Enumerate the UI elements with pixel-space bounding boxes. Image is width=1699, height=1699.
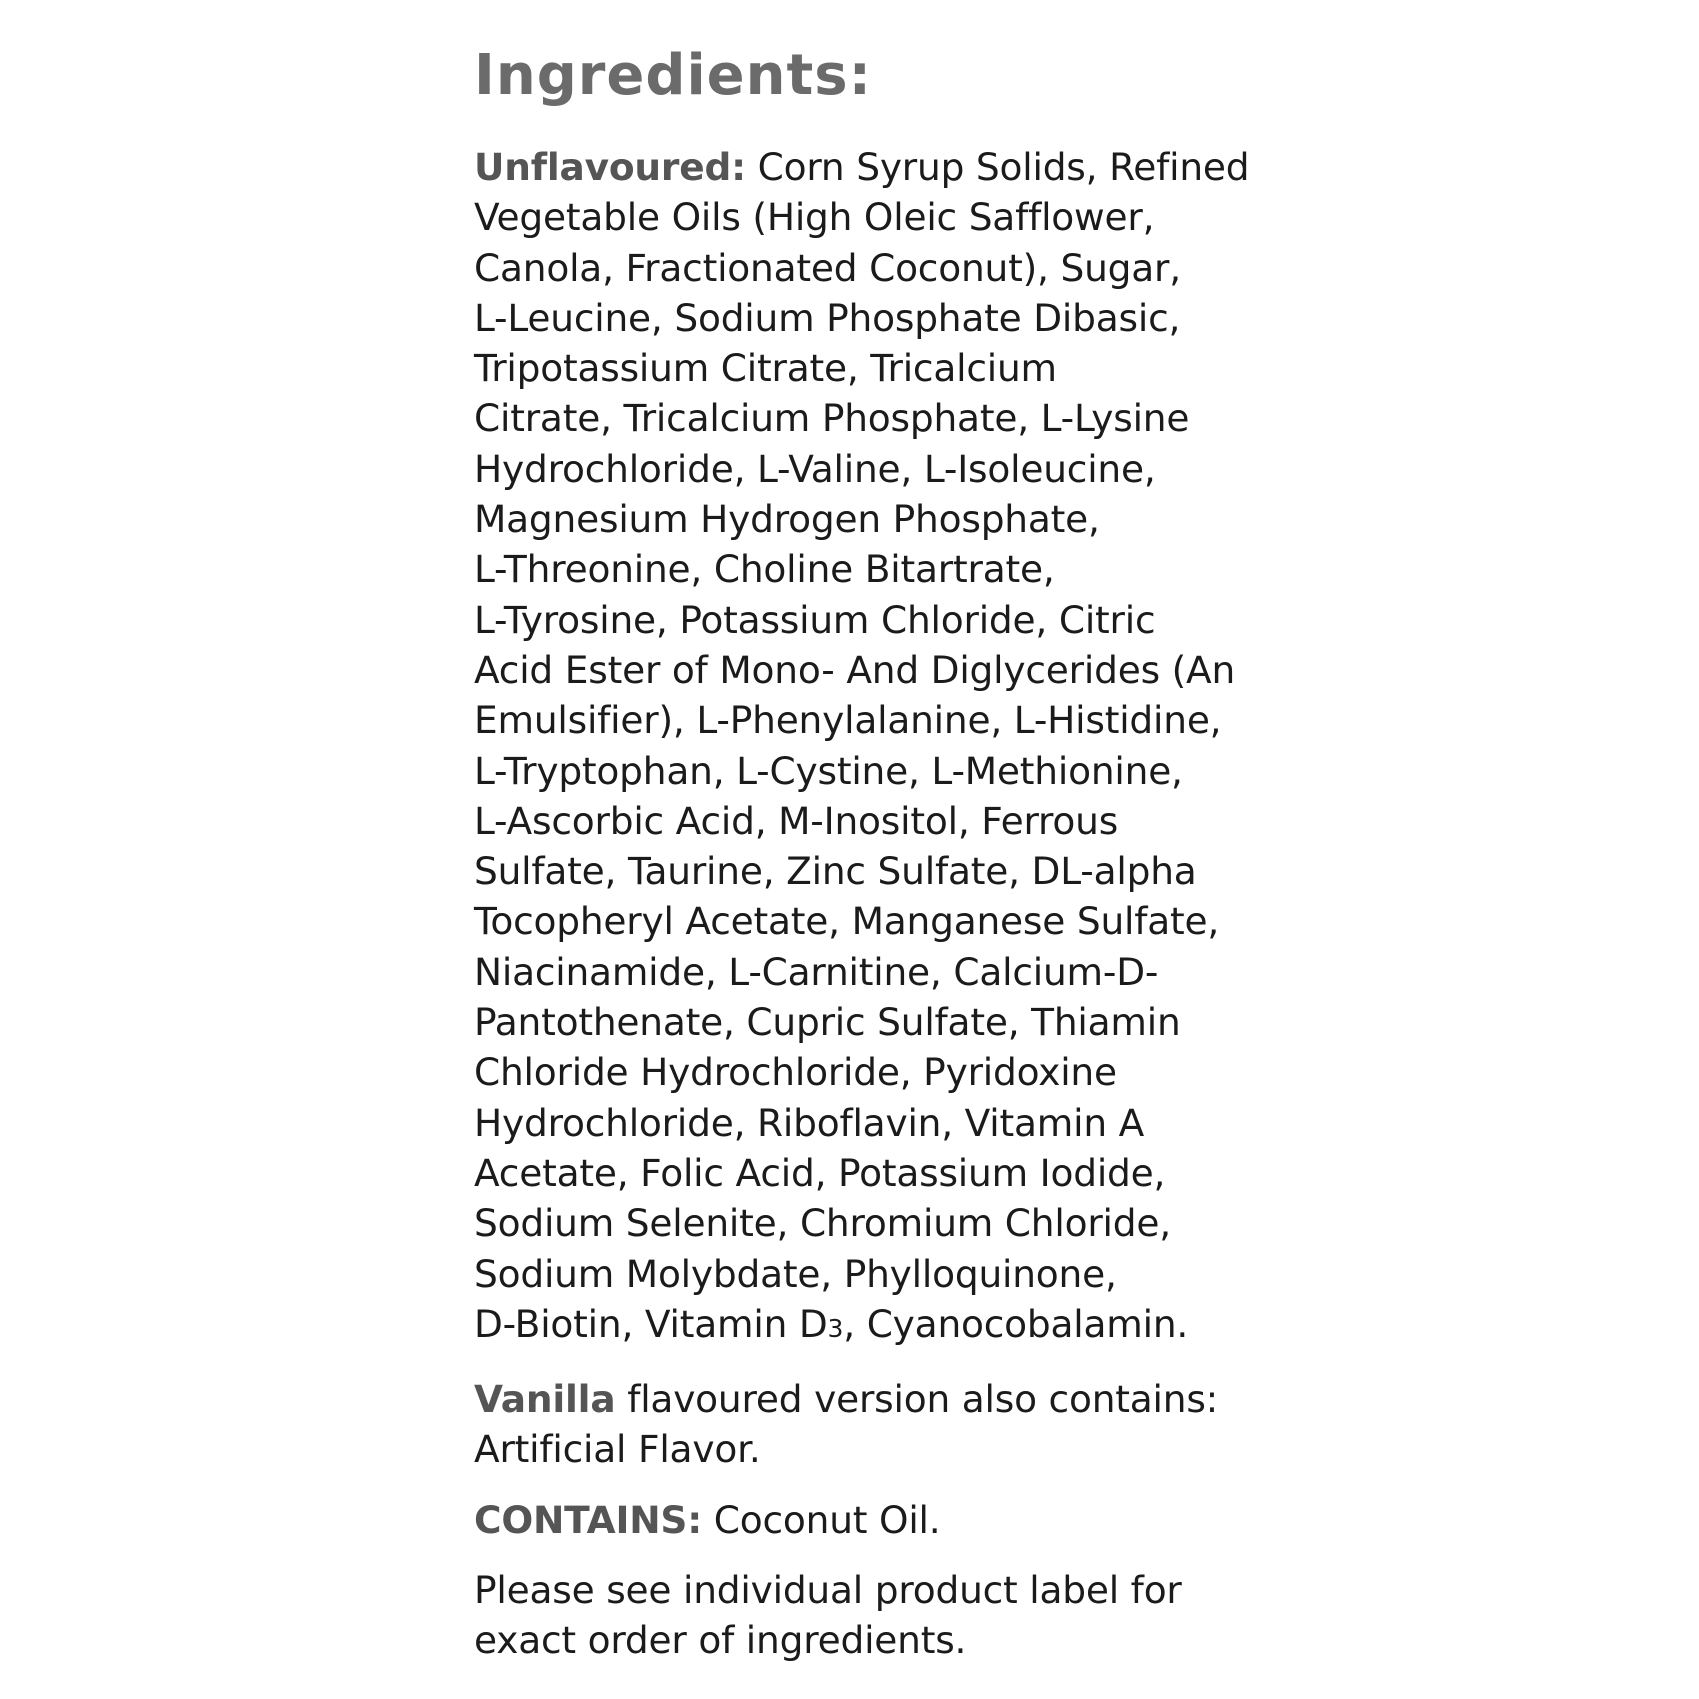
note-line: exact order of ingredients.: [474, 1618, 967, 1663]
ingredients-heading: Ingredients:: [474, 43, 873, 108]
ingredient-line: Hydrochloride, L-Valine, L-Isoleucine,: [474, 446, 1156, 491]
ingredient-line: Canola, Fractionated Coconut), Sugar,: [474, 245, 1181, 290]
contains-line: [474, 1495, 1274, 1545]
ingredient-line: Sodium Molybdate, Phylloquinone,: [474, 1251, 1117, 1296]
ingredient-line: L-Ascorbic Acid, M-Inositol, Ferrous: [474, 798, 1119, 843]
ingredient-line: Tocopheryl Acetate, Manganese Sulfate,: [474, 899, 1220, 944]
ingredient-line: Citrate, Tricalcium Phosphate, L-Lysine: [474, 396, 1190, 441]
ingredient-line: L-Leucine, Sodium Phosphate Dibasic,: [474, 295, 1181, 340]
note-line: Please see individual product label for: [474, 1568, 1182, 1613]
unflavoured-label: Unflavoured:: [474, 145, 746, 189]
ingredient-line: Hydrochloride, Riboflavin, Vitamin A: [474, 1100, 1145, 1145]
contains-note: [474, 1495, 1274, 1545]
ingredient-line-last: [474, 1299, 1274, 1354]
ingredient-line: Magnesium Hydrogen Phosphate,: [474, 497, 1100, 542]
label-note: [474, 1565, 1274, 1666]
ingredient-line: Acid Ester of Mono- And Diglycerides (An: [474, 647, 1236, 692]
ingredient-line: L-Threonine, Choline Bitartrate,: [474, 547, 1055, 592]
vanilla-text: flavoured version also contains:: [627, 1377, 1219, 1422]
vanilla-label: Vanilla: [474, 1377, 616, 1422]
unflavoured-line-1: [474, 142, 1274, 192]
vanilla-note: [474, 1374, 1274, 1475]
vanilla-line: Artificial Flavor.: [474, 1427, 761, 1472]
ingredient-line: Sodium Selenite, Chromium Chloride,: [474, 1201, 1171, 1246]
ingredient-line: Tripotassium Citrate, Tricalcium: [474, 346, 1057, 391]
contains-text: Coconut Oil.: [713, 1497, 941, 1542]
ingredients-panel: [474, 36, 1274, 1686]
ingredient-line: Pantothenate, Cupric Sulfate, Thiamin: [474, 1000, 1181, 1045]
contains-label: CONTAINS:: [474, 1497, 703, 1542]
ingredient-text: Corn Syrup Solids, Refined: [757, 145, 1250, 189]
ingredient-line: Acetate, Folic Acid, Potassium Iodide,: [474, 1150, 1166, 1195]
ingredient-line: Sulfate, Taurine, Zinc Sulfate, DL-alpha: [474, 849, 1197, 894]
ingredient-text: D-Biotin, Vitamin D: [474, 1301, 828, 1346]
vanilla-line-1: [474, 1374, 1274, 1424]
ingredient-line: Chloride Hydrochloride, Pyridoxine: [474, 1050, 1117, 1095]
ingredient-line: Vegetable Oils (High Oleic Safflower,: [474, 195, 1155, 240]
ingredient-line: L-Tryptophan, L-Cystine, L-Methionine,: [474, 748, 1183, 793]
ingredient-line: L-Tyrosine, Potassium Chloride, Citric: [474, 597, 1156, 642]
ingredient-text: , Cyanocobalamin.: [843, 1301, 1189, 1346]
vitamin-d-subscript: 3: [827, 1313, 844, 1343]
ingredient-line: Emulsifier), L-Phenylalanine, L-Histidine,: [474, 698, 1222, 743]
ingredient-line: Niacinamide, L-Carnitine, Calcium-D-: [474, 949, 1159, 994]
unflavoured-ingredients: [474, 142, 1274, 1354]
